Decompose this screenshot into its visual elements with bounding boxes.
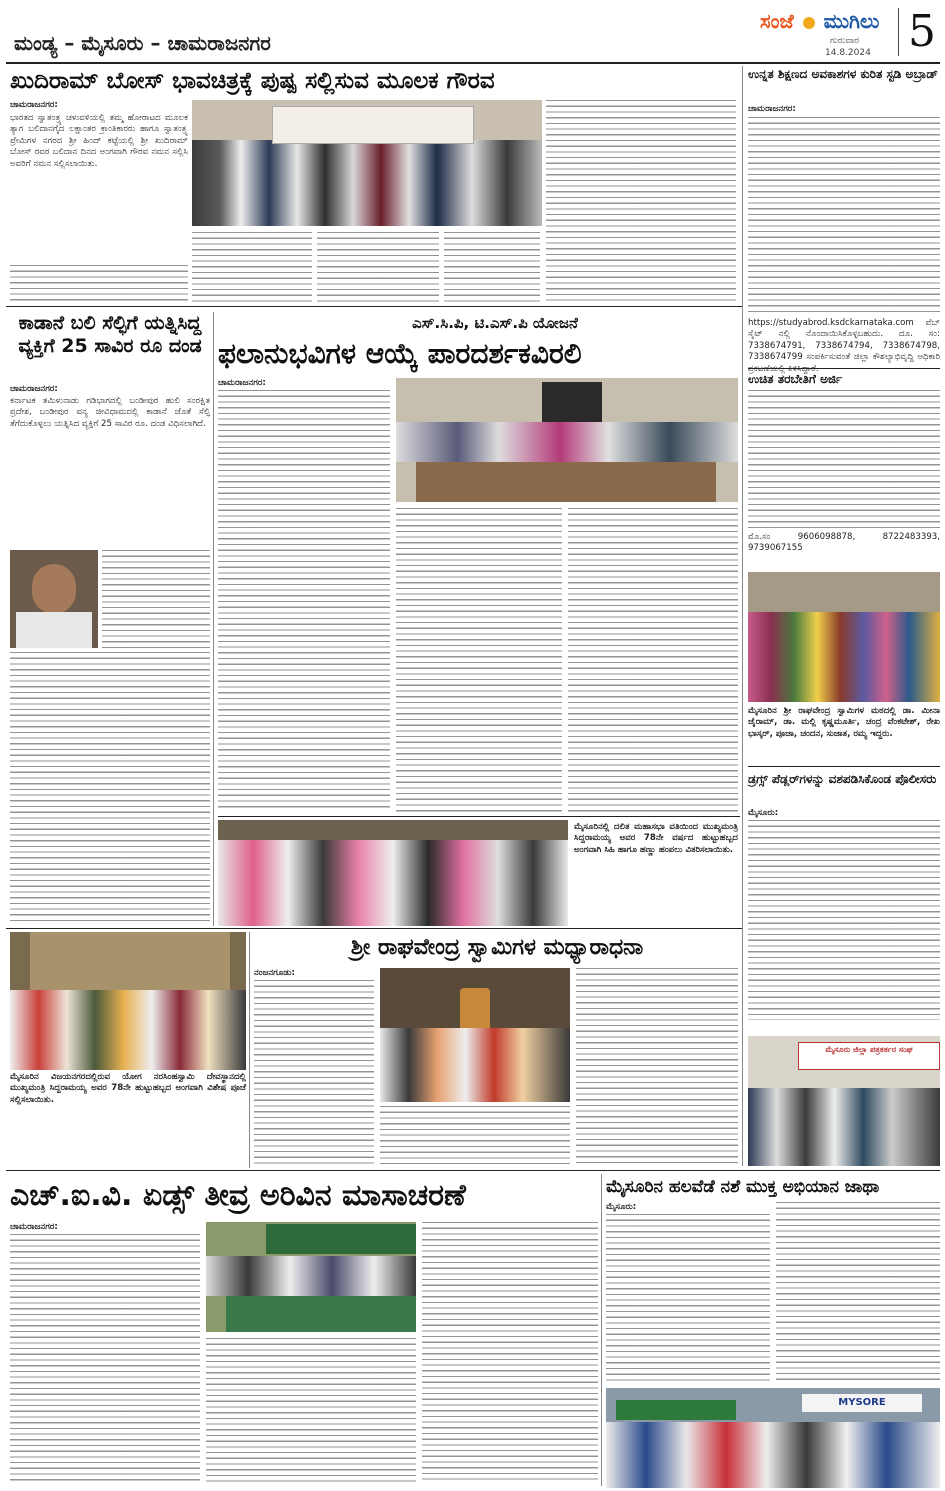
group-photo-right: [748, 572, 940, 702]
rally-photo: [606, 1388, 940, 1488]
drug-free-body-col1: [606, 1214, 770, 1384]
people-figures: [748, 1088, 940, 1166]
temple-photo: [10, 932, 246, 1070]
free-training-body: [748, 390, 940, 530]
kadane-body-col1: [10, 652, 210, 922]
khudiram-body-col1: [10, 265, 188, 303]
rule-4: [6, 1170, 940, 1171]
paper-name-first: ಸಂಜೆ: [760, 9, 794, 33]
drugs-body: [748, 820, 940, 1020]
drug-free-body-col2: [776, 1202, 940, 1384]
paper-name-second: ಮುಗಿಲು: [823, 9, 880, 33]
drugs-dateline: ಮೈಸೂರು:: [748, 808, 779, 818]
raghavendra-body-col1: [254, 980, 374, 1166]
banner: ಮೈಸೂರು ಜಿಲ್ಲಾ ಪತ್ರಕರ್ತರ ಸಂಘ: [798, 1042, 940, 1070]
headline-hiv: ಎಚ್.ಐ.ವಿ. ಏಡ್ಸ್ ತೀವ್ರ ಅರಿವಿನ ಮಾಸಾಚರಣೆ: [10, 1178, 466, 1213]
headline-raghavendra: ಶ್ರೀ ರಾಘವೇಂದ್ರ ಸ್ವಾಮಿಗಳ ಮಧ್ಯಾರಾಧನಾ: [350, 935, 644, 960]
people-figures: [396, 422, 738, 462]
sc-sp-dateline: ಚಾಮರಾಜನಗರ:: [218, 378, 266, 388]
kadane-dateline: ಚಾಮರಾಜನಗರ:: [10, 384, 58, 394]
kadane-body-col1-right: [102, 550, 210, 650]
khudiram-body-col4: [444, 232, 540, 302]
screen: [542, 382, 602, 422]
raghavendra-body-col3: [576, 968, 738, 1166]
sc-sp-body-col1: [218, 390, 390, 812]
people-figures: [10, 990, 246, 1070]
right-column-divider: [742, 66, 743, 1166]
issue-day: ಗುರುವಾರ: [830, 36, 860, 46]
khudiram-lead: ಭಾರತದ ಸ್ವಾತಂತ್ರ್ಯ ಚಳುವಳಿಯಲ್ಲಿ ತಮ್ಮ ಹೋರಾಟದ ಮೂಲಕ ತ್ಯಾಗ ಬಲಿದಾನಗೈದ ಲಕ್ಷಾಂತರ ಕ್ರಾಂತಿಕಾರರು ಹಾಗೂ ಸ್ವಾತಂತ್ರ್ಯ ಪ್ರೇಮಿಗಳ ನಗರದ ಶ್ರೀ ಹಿಂದ್ ಕಟ್ಟೆಯಲ್ಲಿ ಶ್ರೀ ಖುದಿರಾಮ್ ಬೋಸ್ ರವರ ಬಲಿದಾನ ದಿನದ ಅಂಗವಾಗಿ ಗೌರವ ನಮನ ಸಲ್ಲಿಸಿ ಅವರಿಗೆ ನಮನ ಸಲ್ಲಿಸಲಾಯಿತು.: [10, 113, 188, 169]
sun-icon: [803, 17, 815, 29]
divider-hiv: [601, 1174, 602, 1486]
poster-banner: [272, 106, 474, 144]
shirt: [16, 612, 92, 648]
birthday-caption: ಮೈಸೂರಿನಲ್ಲಿ ದಲಿತ ಮಹಾಸಭಾ ವತಿಯಿಂದ ಮುಖ್ಯಮಂತ್ರಿ ಸಿದ್ದರಾಮಯ್ಯ ಅವರ 78ನೇ ವರ್ಷದ ಹುಟ್ಟುಹಬ್ಬದ ಅಂಗವಾಗಿ ಸಿಹಿ ಹಾಗೂ ಹಣ್ಣು ಹಂಪಲು ವಿತರಿಸಲಾಯಿತು.: [574, 822, 738, 855]
headline-kadane: ಕಾಡಾನೆ ಬಲಿ ಸೆಲ್ಫಿಗೆ ಯತ್ನಿಸಿದ್ದ ವ್ಯಕ್ತಿಗೆ 25 ಸಾವಿರ ರೂ ದಂಡ: [18, 312, 202, 357]
headline-khudiram: ಖುದಿರಾಮ್ ಬೋಸ್ ಭಾವಚಿತ್ರಕ್ಕೆ ಪುಷ್ಪ ಸಲ್ಲಿಸುವ ಮೂಲಕ ಗೌರವ: [10, 68, 495, 94]
headline-drug-free: ಮೈಸೂರಿನ ಹಲವೆಡೆ ನಶೆ ಮುಕ್ತ ಅಭಿಯಾನ ಜಾಥಾ: [606, 1177, 880, 1197]
khudiram-body-col2: [192, 232, 312, 302]
headline-sc-sp: ಫಲಾನುಭವಿಗಳ ಆಯ್ಕೆ ಪಾರದರ್ಶಕವಿರಲಿ: [218, 337, 582, 370]
raghavendra-body-col2: [380, 1106, 570, 1166]
page-number: 5: [908, 6, 936, 57]
kadane-lead: ಕರ್ನಾಟಕ ತಮಿಳುನಾಡು ಗಡಿಭಾಗದಲ್ಲಿ ಬಂಡೀಪುರ ಹುಲಿ ಸಂರಕ್ಷಿತ ಪ್ರದೇಶ, ಬಂಡೀಪುರ ವನ್ಯ ಜೀವಿಧಾಮದಲ್ಲಿ ಕಾಡಾನೆ ಜೊತೆ ಸೆಲ್ಫಿ ತೆಗೆದುಕೊಳ್ಳಲು ಯತ್ನಿಸಿದ ವ್ಯಕ್ತಿಗೆ 25 ಸಾವಿರ ರೂ. ದಂಡ ವಿಧಿಸಲಾಗಿದೆ.: [10, 396, 210, 429]
pooja-photo: [380, 968, 570, 1102]
rally-banner: MYSORE: [802, 1394, 922, 1412]
hiv-dateline: ಚಾಮರಾಜನಗರ:: [10, 1222, 58, 1232]
people-figures: [192, 140, 542, 226]
face: [32, 564, 76, 614]
masthead-divider: [898, 8, 899, 56]
khudiram-dateline: ಚಾಮರಾಜನಗರ:: [10, 100, 58, 110]
khudiram-photo: [192, 100, 542, 226]
hiv-body-col3: [422, 1222, 598, 1484]
sc-sp-body-col2: [396, 508, 562, 812]
higher-edu-dateline: ಚಾಮರಾಜನಗರ:: [748, 104, 796, 114]
drug-free-dateline: ಮೈಸೂರು:: [606, 1202, 637, 1212]
stage-banner: [266, 1224, 416, 1254]
free-training-phone: ಮೊ.ಸಂ 9606098878, 8722483393, 9739067155: [748, 532, 940, 554]
divider-kadane: [213, 312, 214, 926]
people-figures: [606, 1422, 940, 1488]
higher-edu-body: [748, 117, 940, 315]
sc-sp-kicker: ಎಸ್.ಸಿ.ಪಿ, ಟಿ.ಎಸ್.ಪಿ ಯೋಜನೆ: [412, 314, 578, 332]
rule-right-2: [748, 766, 940, 767]
people-figures: [748, 612, 940, 702]
paper-name: [760, 6, 900, 36]
hiv-event-photo: [206, 1222, 416, 1332]
journalists-meeting-photo: [748, 1036, 940, 1166]
raghavendra-dateline: ನಂಜನಗೂಡು:: [254, 968, 295, 978]
rule-1: [6, 306, 742, 307]
meeting-photo: [396, 378, 738, 502]
section-region-title: ಮಂಡ್ಯ – ಮೈಸೂರು – ಚಾಮರಾಜನಗರ: [14, 31, 271, 55]
khudiram-body-col3: [317, 232, 439, 302]
divider-temple: [249, 932, 250, 1168]
headline-higher-education: ಉನ್ನತ ಶಿಕ್ಷಣದ ಅವಕಾಶಗಳ ಕುರಿತ ಸ್ಟಡಿ ಅಬ್ರಾಡ್: [748, 67, 938, 81]
right-photo-caption: ಮೈಸೂರಿನ ಶ್ರೀ ರಾಘವೇಂದ್ರ ಸ್ವಾಮಿಗಳ ಮಠದಲ್ಲಿ ಡಾ. ಮೀನಾ ಜೈರಾಮ್, ಡಾ. ಮಲ್ಲಿ ಕೃಷ್ಣಮೂರ್ತಿ, ಚಂದ್ರ ವೆಂಕಟೇಶ್, ರೇಖ ಭಾಸ್ಕರ್, ಪೂಜಾ, ಚಂದನ, ಸುಜಾತ, ರಮ್ಯ ಇದ್ದರು.: [748, 706, 940, 739]
rule-right-1: [748, 368, 940, 369]
rule-3: [6, 928, 742, 929]
higher-edu-contact: https://studyabrod.ksdckarnataka.com ವೆಬ್ ಸೈಟ್ ನಲ್ಲಿ ನೊಂದಾಯಿಸಿಕೊಳ್ಳಬಹುದು. ದೂ. ಸಂ: 7338674791, 7338674794, 7338674798, 7338674799 ಸಂಪರ್ಕಿಸುವಂತೆ ಜಿಲ್ಲಾ ಕೌಶಲ್ಯಾಭಿವೃದ್ದಿ ಅಧಿಕಾರಿ: [748, 318, 940, 363]
people-figures: [380, 1028, 570, 1102]
headline-free-training: ಉಚಿತ ತರಬೇತಿಗೆ ಅರ್ಜಿ: [748, 372, 843, 386]
birthday-photo: [218, 820, 568, 926]
issue-date: 14.8.2024: [825, 48, 871, 58]
sc-sp-body-col3: [568, 508, 738, 812]
people-figures: [206, 1256, 416, 1296]
temple-caption: ಮೈಸೂರಿನ ವಿಜಯನಗರದಲ್ಲಿರುವ ಯೋಗ ನರಸಿಂಹಸ್ವಾಮಿ ದೇವಸ್ಥಾನದಲ್ಲಿ ಮುಖ್ಯಮಂತ್ರಿ ಸಿದ್ದರಾಮಯ್ಯ ಅವರ 78ನೇ ಹುಟ್ಟುಹಬ್ಬದ ಅಂಗವಾಗಿ ವಿಶೇಷ ಪೂಜೆ ಸಲ್ಲಿಸಲಾಯಿತು.: [10, 1072, 246, 1105]
masthead-rule: [6, 62, 940, 64]
green-banner: [616, 1400, 736, 1420]
people-figures: [218, 840, 568, 926]
khudiram-body-col5: [546, 100, 736, 302]
accused-portrait: [10, 550, 98, 648]
table: [226, 1292, 416, 1332]
hiv-body-col2: [206, 1338, 416, 1484]
hiv-body-col1: [10, 1234, 200, 1484]
rule-2: [218, 816, 740, 817]
temple-structure: [30, 932, 230, 992]
headline-drugs-peddlers: ಡ್ರಗ್ಸ್ ಪೆಡ್ಲರ್‌ಗಳನ್ನು ವಶಪಡಿಸಿಕೊಂಡ ಪೊಲೀಸರು: [748, 772, 937, 786]
